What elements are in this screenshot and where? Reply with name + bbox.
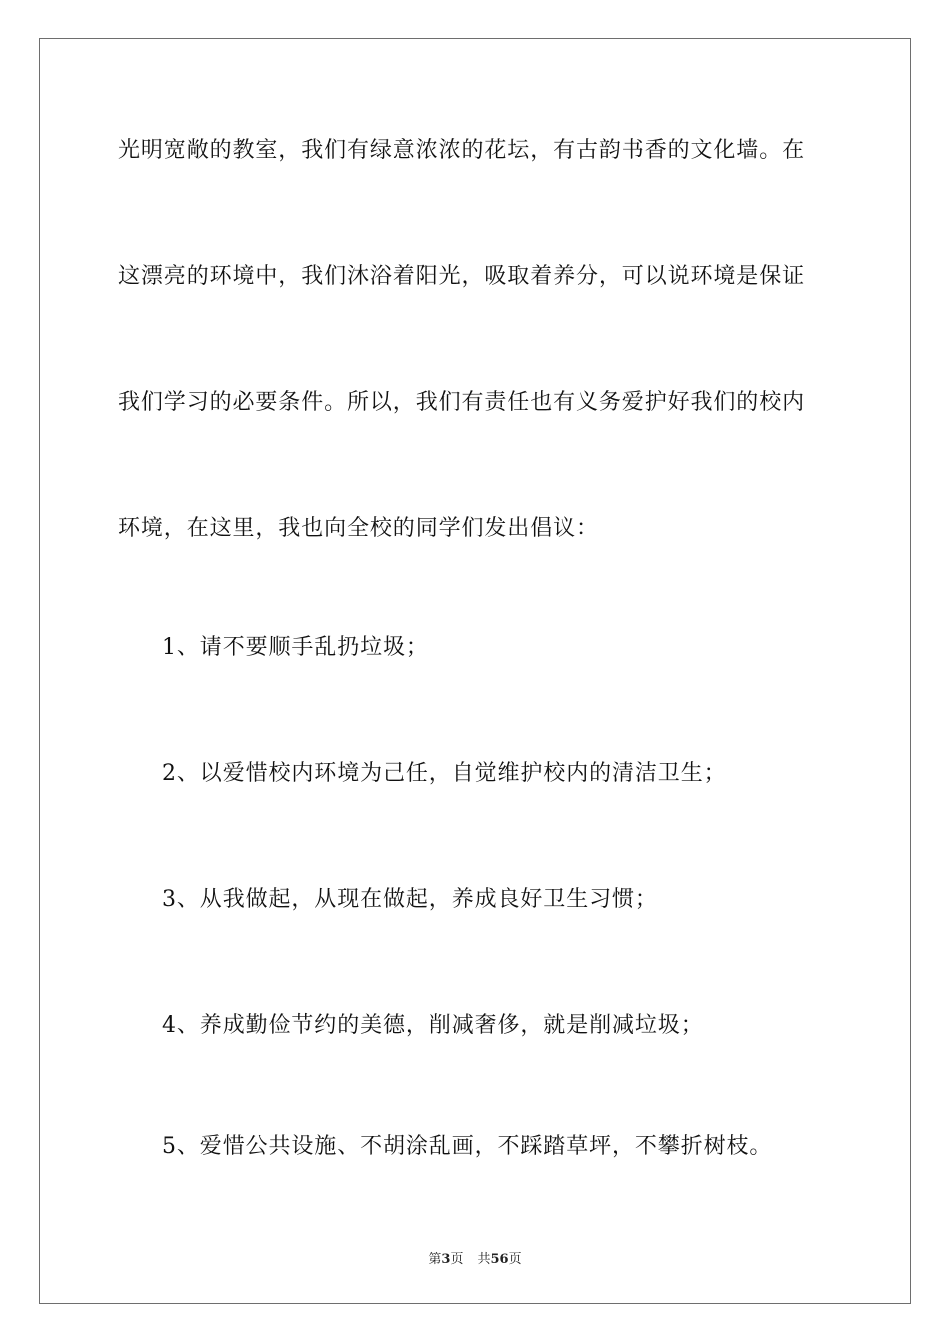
list-item-4: 4、养成勤俭节约的美德，削减奢侈，就是削减垃圾； — [162, 1013, 704, 1038]
page-suffix: 页 — [450, 1252, 464, 1267]
total-pages: 56 — [490, 1252, 509, 1267]
list-item-1: 1、请不要顺手乱扔垃圾； — [162, 635, 429, 660]
total-suffix: 页 — [508, 1252, 522, 1267]
paragraph-line-1: 光明宽敞的教室，我们有绿意浓浓的花坛，有古韵书香的文化墙。在 — [118, 138, 806, 163]
paragraph-line-2: 这漂亮的环境中，我们沐浴着阳光，吸取着养分，可以说环境是保证 — [118, 264, 806, 289]
page-prefix: 第 — [428, 1252, 442, 1267]
paragraph-line-3: 我们学习的必要条件。所以，我们有责任也有义务爱护好我们的校内 — [118, 390, 806, 415]
page-number: 3 — [441, 1252, 451, 1267]
list-item-2: 2、以爱惜校内环境为己任，自觉维护校内的清洁卫生； — [162, 761, 727, 786]
page-border — [39, 38, 911, 1304]
page-footer — [0, 1248, 950, 1267]
total-prefix: 共 — [477, 1252, 491, 1267]
paragraph-line-4: 环境，在这里，我也向全校的同学们发出倡议： — [118, 516, 599, 541]
list-item-3: 3、从我做起，从现在做起，养成良好卫生习惯； — [162, 887, 658, 912]
list-item-5: 5、爱惜公共设施、不胡涂乱画，不踩踏草坪，不攀折树枝。 — [162, 1134, 773, 1159]
